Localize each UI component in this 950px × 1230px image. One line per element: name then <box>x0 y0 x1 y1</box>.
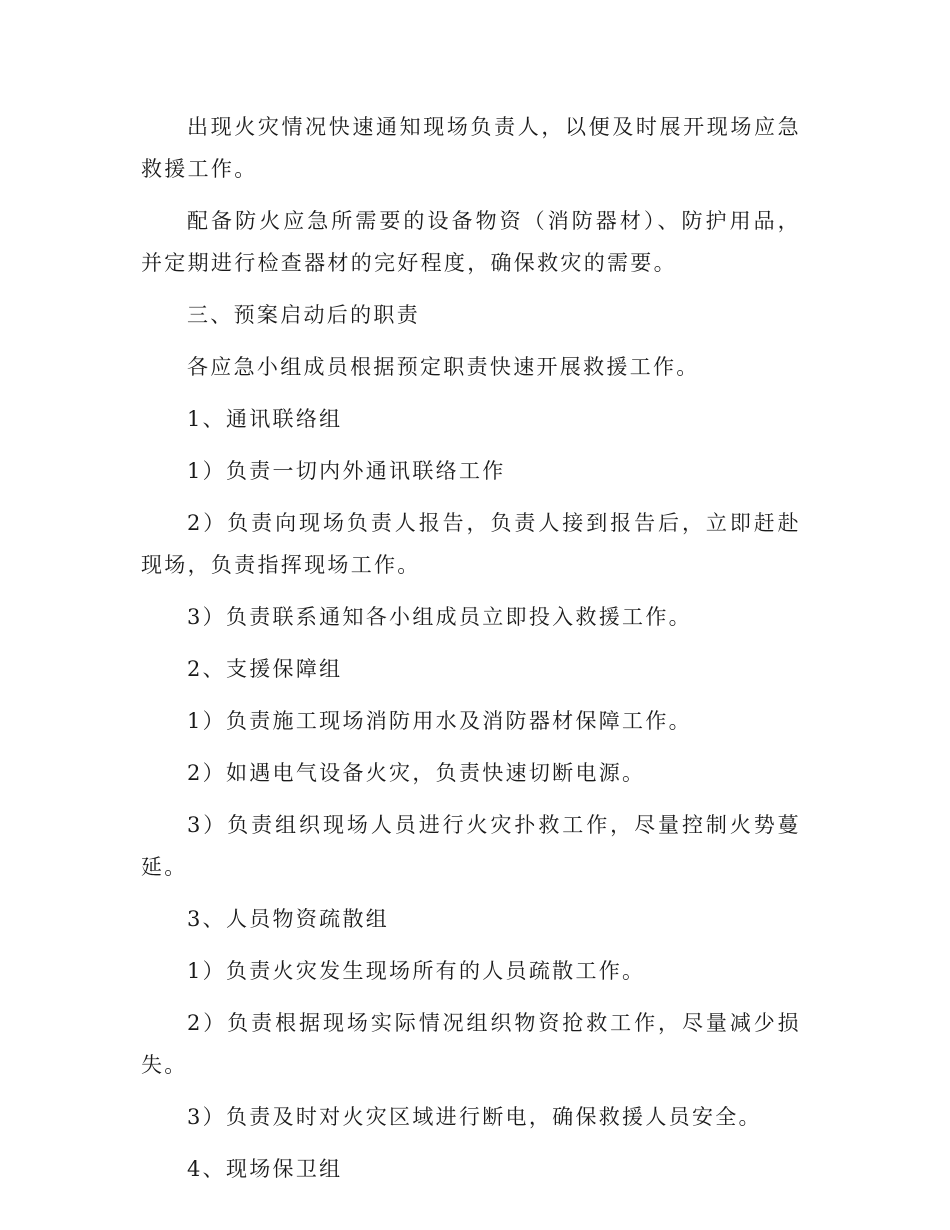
list-item: 3）负责组织现场人员进行火灾扑救工作，尽量控制火势蔓延。 <box>141 813 801 879</box>
paragraph-gap <box>141 388 801 398</box>
paragraph-gap <box>141 690 801 700</box>
paragraph-gap <box>141 586 801 596</box>
paragraph-gap <box>141 336 801 346</box>
paragraph-equipment: 配备防火应急所需要的设备物资（消防器材）、防护用品，并定期进行检查器材的完好程度，确保救灾的需要。 <box>141 209 801 275</box>
paragraph-gap <box>141 190 801 200</box>
list-item: 1）负责火灾发生现场所有的人员疏散工作。 <box>187 959 646 983</box>
paragraph-gap <box>141 888 801 898</box>
subheading-evacuation-group: 3、人员物资疏散组 <box>187 907 390 931</box>
list-item: 1）负责一切内外通讯联络工作 <box>187 459 506 483</box>
paragraph-gap <box>141 794 801 804</box>
subheading-security-group: 4、现场保卫组 <box>187 1157 343 1181</box>
list-item: 3）负责及时对火灾区域进行断电，确保救援人员安全。 <box>187 1105 762 1129</box>
paragraph-gap <box>141 492 801 502</box>
paragraph-fire-notify: 出现火灾情况快速通知现场负责人，以便及时展开现场应急救援工作。 <box>141 115 801 181</box>
paragraph-team-intro: 各应急小组成员根据预定职责快速开展救援工作。 <box>187 355 700 379</box>
list-item: 2）如遇电气设备火灾，负责快速切断电源。 <box>187 761 646 785</box>
section-heading-duties: 三、预案启动后的职责 <box>187 303 420 327</box>
subheading-communication-group: 1、通讯联络组 <box>187 407 343 431</box>
paragraph-gap <box>141 992 801 1002</box>
subheading-support-group: 2、支援保障组 <box>187 657 343 681</box>
paragraph-gap <box>141 1138 801 1148</box>
list-item: 1）负责施工现场消防用水及消防器材保障工作。 <box>187 709 692 733</box>
document-body <box>141 106 801 1190</box>
paragraph-gap <box>141 742 801 752</box>
list-item: 3）负责联系通知各小组成员立即投入救援工作。 <box>187 605 692 629</box>
list-item: 2）负责向现场负责人报告，负责人接到报告后，立即赶赴现场，负责指挥现场工作。 <box>141 511 801 577</box>
paragraph-gap <box>141 940 801 950</box>
paragraph-gap <box>141 638 801 648</box>
paragraph-gap <box>141 440 801 450</box>
list-item: 2）负责根据现场实际情况组织物资抢救工作，尽量减少损失。 <box>141 1011 801 1077</box>
paragraph-gap <box>141 1086 801 1096</box>
paragraph-gap <box>141 284 801 294</box>
